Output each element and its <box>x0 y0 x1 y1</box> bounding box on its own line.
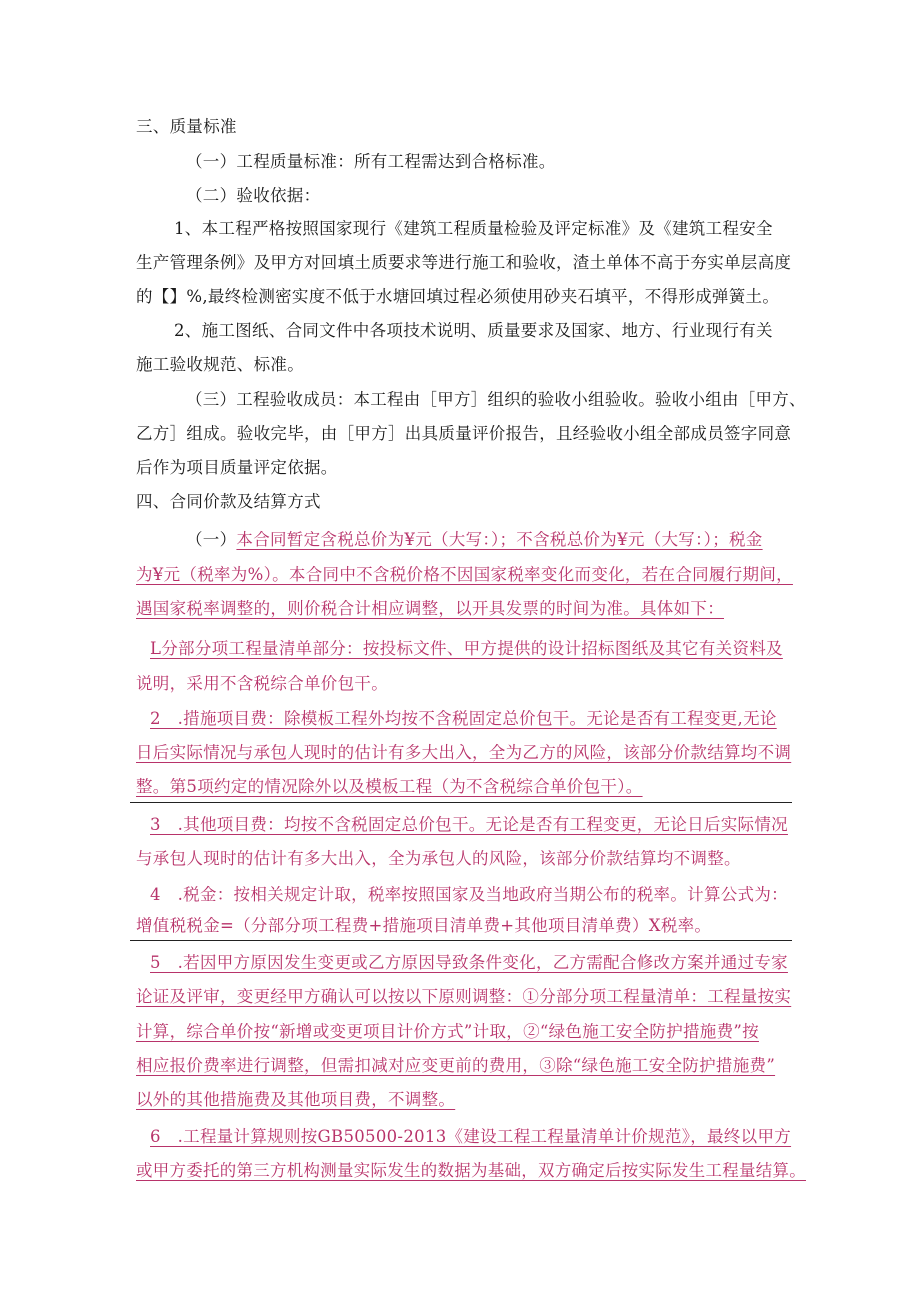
section-3-title: 三、质量标准 <box>136 117 237 136</box>
item-3-line-1: 3 .其他项目费：均按不含税固定总价包干。无论是否有工程变更，无论日后实际情况 <box>150 815 788 834</box>
basis-item-1-line-3: 的【】%,最终检测密实度不低于水塘回填过程必须使用砂夹石填平，不得形成弹簧土。 <box>136 287 780 306</box>
contract-price-paragraph-line-1 <box>186 529 763 551</box>
basis-item-1-line-2: 生产管理条例》及甲方对回填土质要求等进行施工和验收，渣土单体不高于夯实单层高度 <box>136 253 792 272</box>
basis-item-2-line-1: 2、施工图纸、合同文件中各项技术说明、质量要求及国家、地方、行业现行有关 <box>174 321 773 340</box>
separator-line <box>130 940 792 941</box>
item-1-line-1: L分部分项工程量清单部分：按投标文件、甲方提供的设计招标图纸及其它有关资料及 <box>150 639 783 658</box>
contract-price-paragraph-line-2: 为¥元（税率为%）。本合同中不含税价格不因国家税率变化而变化，若在合同履行期间， <box>136 565 793 584</box>
item-5-line-4: 相应报价费率进行调整，但需扣减对应变更前的费用，③除“绿色施工安全防护措施费” <box>136 1056 776 1075</box>
item-5-line-3: 计算，综合单价按“新增或变更项目计价方式”计取，②“绿色施工安全防护措施费”按 <box>136 1022 759 1041</box>
item-5-line-1: 5 .若因甲方原因发生变更或乙方原因导致条件变化，乙方需配合修改方案并通过专家 <box>150 953 788 972</box>
item-5-line-5: 以外的其他措施费及其他项目费，不调整。 <box>136 1090 456 1109</box>
paragraph-number: （一） <box>186 530 237 549</box>
item-3-line-2: 与承包人现时的估计有多大出入，全为承包人的风险，该部分价款结算均不调整。 <box>136 849 741 868</box>
quality-standard-paragraph: （一）工程质量标准：所有工程需达到合格标准。 <box>186 152 556 171</box>
item-1-line-2: 说明，采用不含税综合单价包干。 <box>136 674 388 693</box>
item-6-line-2: 或甲方委托的第三方机构测量实际发生的数据为基础，双方确定后按实际发生工程量结算。 <box>136 1161 806 1180</box>
item-2-line-3: 整。第5项约定的情况除外以及模板工程（为不含税综合单价包干）。 <box>136 777 643 796</box>
item-2-line-1: 2 .措施项目费：除模板工程外均按不含税固定总价包干。无论是否有工程变更,无论 <box>150 709 777 728</box>
acceptance-basis-heading: （二）验收依据： <box>186 186 321 205</box>
item-4-line-2: 增值税税金=（分部分项工程费+措施项目清单费+其他项目清单费）X税率。 <box>136 916 712 935</box>
item-5-line-2: 论证及评审，变更经甲方确认可以按以下原则调整：①分部分项工程量清单：工程量按实 <box>136 987 792 1006</box>
acceptance-members-line-1: （三）工程验收成员：本工程由［甲方］组织的验收小组验收。验收小组由［甲方、 <box>186 390 806 409</box>
revision-text: 本合同暂定含税总价为¥元（大写：）；不含税总价为¥元（大写：）；税金 <box>236 530 763 549</box>
acceptance-members-line-3: 后作为项目质量评定依据。 <box>136 458 338 477</box>
item-6-line-1: 6 .工程量计算规则按GB50500-2013《建设工程工程量清单计价规范》，最终以甲方 <box>150 1127 792 1146</box>
basis-item-2-line-2: 施工验收规范、标准。 <box>136 355 304 374</box>
item-4-line-1: 4 .税金：按相关规定计取，税率按照国家及当地政府当期公布的税率。计算公式为： <box>150 885 788 904</box>
contract-price-paragraph-line-3: 遇国家税率调整的，则价税合计相应调整，以开具发票的时间为准。具体如下： <box>136 599 724 618</box>
section-4-title: 四、合同价款及结算方式 <box>136 492 321 511</box>
item-2-line-2: 日后实际情况与承包人现时的估计有多大出入，全为乙方的风险，该部分价款结算均不调 <box>136 743 792 762</box>
basis-item-1-line-1: 1、本工程严格按照国家现行《建筑工程质量检验及评定标准》及《建筑工程安全 <box>174 219 773 238</box>
acceptance-members-line-2: 乙方］组成。验收完毕，由［甲方］出具质量评价报告，且经验收小组全部成员签字同意 <box>136 424 792 443</box>
separator-line <box>130 802 792 803</box>
